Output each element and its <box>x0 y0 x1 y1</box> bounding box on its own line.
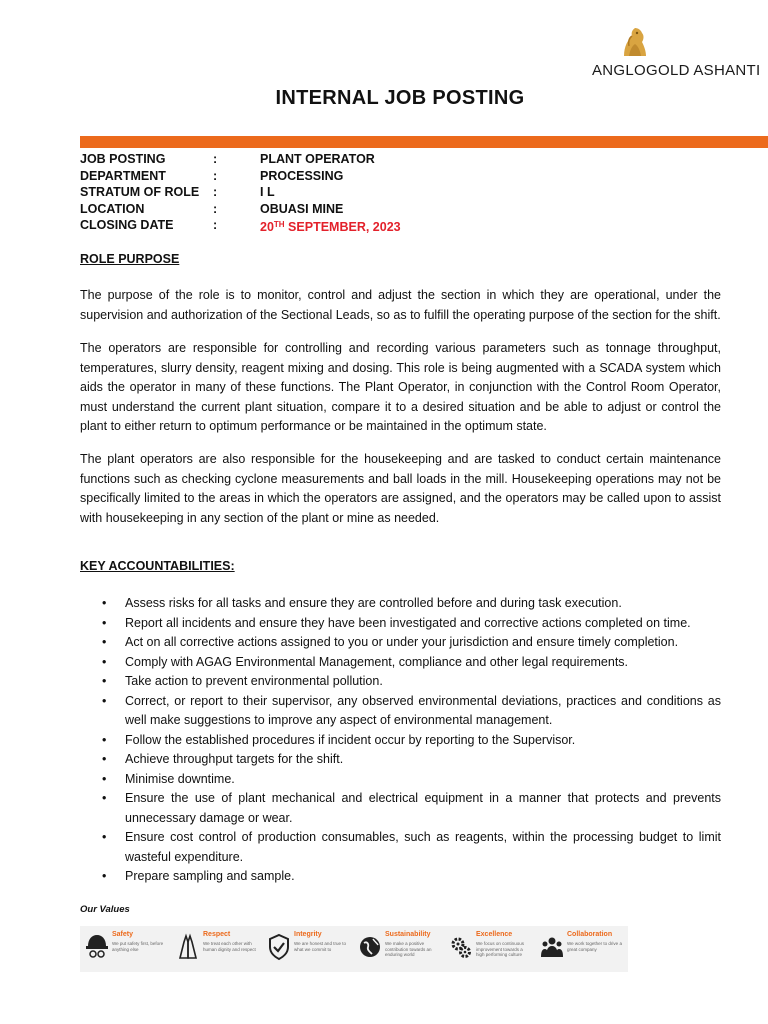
closing-day: 20 <box>260 220 274 234</box>
helmet-icon <box>85 932 109 962</box>
list-item: • Ensure cost control of production consumables, such as reagents, within the processing budget to limit wasteful expenditure. <box>80 828 721 867</box>
value-card-respect <box>173 928 261 970</box>
info-separator: : <box>213 152 218 166</box>
info-separator: : <box>213 218 218 232</box>
list-item: • Follow the established procedures if incident occur by reporting to the Supervisor. <box>80 731 721 751</box>
hands-icon <box>176 932 200 962</box>
info-separator: : <box>213 201 218 216</box>
list-item: • Prepare sampling and sample. <box>80 867 721 887</box>
value-card-collaboration <box>537 928 625 970</box>
info-label: STRATUM OF ROLE <box>80 185 200 199</box>
info-value: PROCESSING <box>260 168 344 183</box>
value-desc: We put safety first, before anything else <box>112 941 164 952</box>
gears-icon <box>449 932 473 962</box>
value-title: Excellence <box>476 931 513 938</box>
values-strip <box>80 926 628 972</box>
value-card-sustainability <box>355 928 443 970</box>
list-item: • Ensure the use of plant mechanical and electrical equipment in a manner that protects and prevents unnecessary damage or wear. <box>80 789 721 828</box>
closing-date-value <box>260 217 401 236</box>
lion-emblem-icon <box>620 26 650 60</box>
list-item: • Take action to prevent environmental pollution. <box>80 672 721 692</box>
value-card-excellence <box>446 928 534 970</box>
info-label: LOCATION <box>80 201 145 216</box>
value-desc: We focus on continuous improvement towards a high performing culture <box>476 941 524 957</box>
info-value: I L <box>260 185 275 199</box>
list-item: • Achieve throughput targets for the shift. <box>80 750 721 770</box>
brand-name: ANGLOGOLD ASHANTI <box>592 62 761 79</box>
list-item: • Comply with AGAG Environmental Management, compliance and other legal requirements. <box>80 653 721 673</box>
list-item: • Act on all corrective actions assigned to you or under your jurisdiction and ensure timely completion. <box>80 633 721 653</box>
value-title: Safety <box>112 931 134 938</box>
info-separator: : <box>213 185 218 199</box>
info-value: OBUASI MINE <box>260 201 344 216</box>
info-label: CLOSING DATE <box>80 218 174 232</box>
role-purpose-heading: ROLE PURPOSE <box>80 252 180 266</box>
list-item: • Assess risks for all tasks and ensure they are controlled before and during task execution. <box>80 594 721 614</box>
value-card-integrity <box>264 928 352 970</box>
info-label: DEPARTMENT <box>80 168 166 183</box>
value-desc: We treat each other with human dignity and respect <box>203 941 256 952</box>
info-label: JOB POSTING <box>80 152 166 166</box>
value-desc: We are honest and true to what we commit to <box>294 941 346 952</box>
closing-month-year: SEPTEMBER, 2023 <box>284 220 401 234</box>
value-title: Integrity <box>294 931 322 938</box>
key-accountabilities-heading: KEY ACCOUNTABILITIES: <box>80 559 235 573</box>
page-title: INTERNAL JOB POSTING <box>275 87 525 109</box>
people-icon <box>540 932 564 962</box>
closing-day-suffix: TH <box>273 220 285 229</box>
value-desc: We make a positive contribution towards an enduring world <box>385 941 432 957</box>
list-item: • Report all incidents and ensure they have been investigated and corrective actions completed on time. <box>80 614 721 634</box>
info-value: PLANT OPERATOR <box>260 152 375 166</box>
value-title: Collaboration <box>567 931 613 938</box>
value-desc: We work together to drive a great company <box>567 941 622 952</box>
header-accent-bar <box>80 136 768 148</box>
role-purpose-paragraph: The plant operators are also responsible for the housekeeping and are tasked to conduct certain maintenance functions such as checking cyclone measurements and ball loads in the mill. Housekeeping operations may not be specifically limited to the areas in which the operators are assigned, and the operators may be called upon to assist with housekeeping in any section of the plant or mine as needed. <box>80 452 721 525</box>
accountabilities-list <box>80 594 721 887</box>
company-logo <box>592 26 768 82</box>
globe-icon <box>358 932 382 962</box>
list-item: • Minimise downtime. <box>80 770 721 790</box>
info-separator: : <box>213 168 218 183</box>
role-purpose-paragraph: The purpose of the role is to monitor, control and adjust the section in which they are operational, under the supervision and authorization of the Sectional Leads, so as to fulfill the operating purpose of the section for the shift. <box>80 288 721 322</box>
value-title: Sustainability <box>385 931 431 938</box>
shield-check-icon <box>267 932 291 962</box>
our-values-label: Our Values <box>80 904 130 915</box>
value-card-safety <box>82 928 170 970</box>
value-title: Respect <box>203 931 231 938</box>
role-purpose-paragraph: The operators are responsible for controlling and recording various parameters such as tonnage throughput, temperatures, slurry density, reagent mixing and dosing. This role is being augmented with a SCADA system which aids the operator in many of these functions. The Plant Operator, in conjunction with the Control Room Operator, must understand the current plant situation, compare it to a desired situation and be able to adjust or control the plant to either return to optimum performance or be maintained in the optimum state. <box>80 341 721 434</box>
list-item: • Correct, or report to their supervisor, any observed environmental deviations, practices and conditions as well make suggestions to improve any aspect of environmental management. <box>80 692 721 731</box>
